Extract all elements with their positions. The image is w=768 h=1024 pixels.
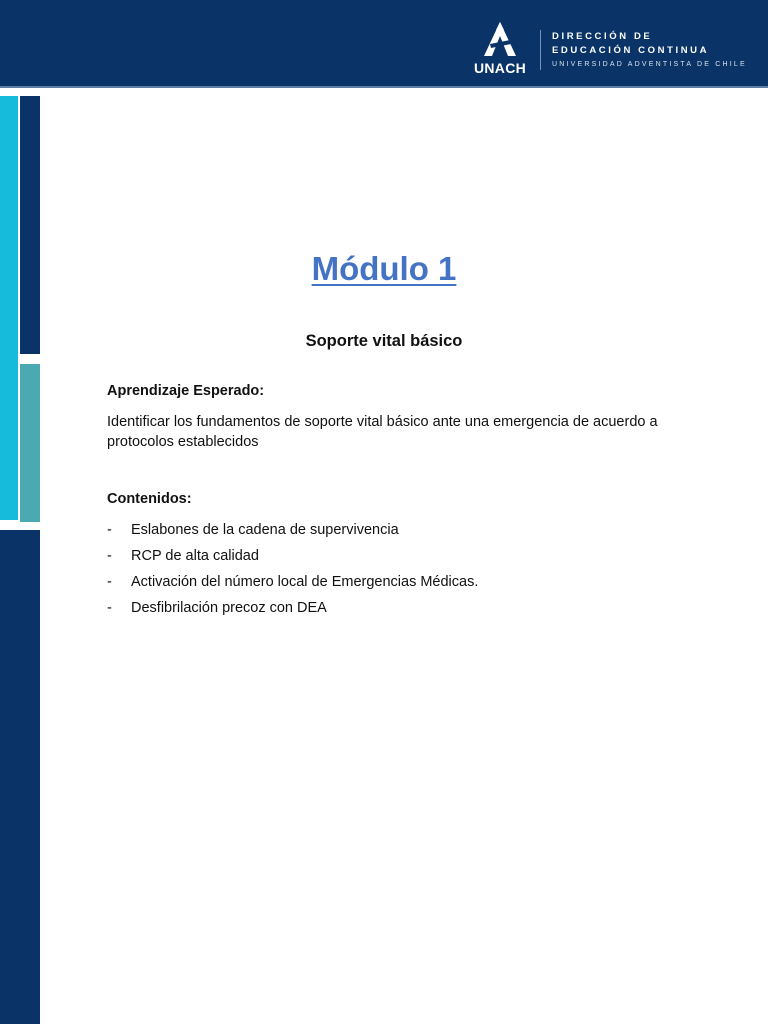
unach-a-mark-icon <box>484 22 516 56</box>
side-bar-teal <box>20 364 40 522</box>
contents-heading: Contenidos: <box>107 491 192 507</box>
unach-logo <box>470 22 530 78</box>
module-title-text: Módulo 1 <box>311 250 457 287</box>
logo-wordmark: UNACH <box>473 60 527 76</box>
organization-name <box>552 30 747 72</box>
header-bottom-line <box>0 86 768 88</box>
list-item <box>107 572 478 598</box>
org-line-2: EDUCACIÓN CONTINUA <box>552 45 710 56</box>
list-bullet: - <box>107 574 112 590</box>
page-header <box>0 0 768 86</box>
list-bullet: - <box>107 522 112 538</box>
header-divider <box>540 30 541 70</box>
learning-heading: Aprendizaje Esperado: <box>107 383 265 399</box>
list-bullet: - <box>107 548 112 564</box>
list-item <box>107 598 478 624</box>
learning-text: Identificar los fundamentos de soporte vital básico ante una emergencia de acuerdo a protocolos establecidos <box>107 414 658 450</box>
list-item <box>107 520 478 546</box>
list-item <box>107 546 478 572</box>
org-line-3: UNIVERSIDAD ADVENTISTA DE CHILE <box>552 61 747 68</box>
side-bar-cyan <box>0 96 18 520</box>
module-subtitle: Soporte vital básico <box>305 332 463 350</box>
list-item-text: Eslabones de la cadena de supervivencia <box>131 522 399 538</box>
module-title <box>0 250 768 288</box>
list-bullet: - <box>107 600 112 616</box>
org-line-1: DIRECCIÓN DE <box>552 31 653 42</box>
contents-list <box>107 520 478 624</box>
side-bar-navy-top <box>20 96 40 354</box>
side-bar-navy-bottom <box>0 530 40 1024</box>
list-item-text: Desfibrilación precoz con DEA <box>131 600 327 616</box>
list-item-text: Activación del número local de Emergencias Médicas. <box>131 574 479 590</box>
list-item-text: RCP de alta calidad <box>131 548 259 564</box>
